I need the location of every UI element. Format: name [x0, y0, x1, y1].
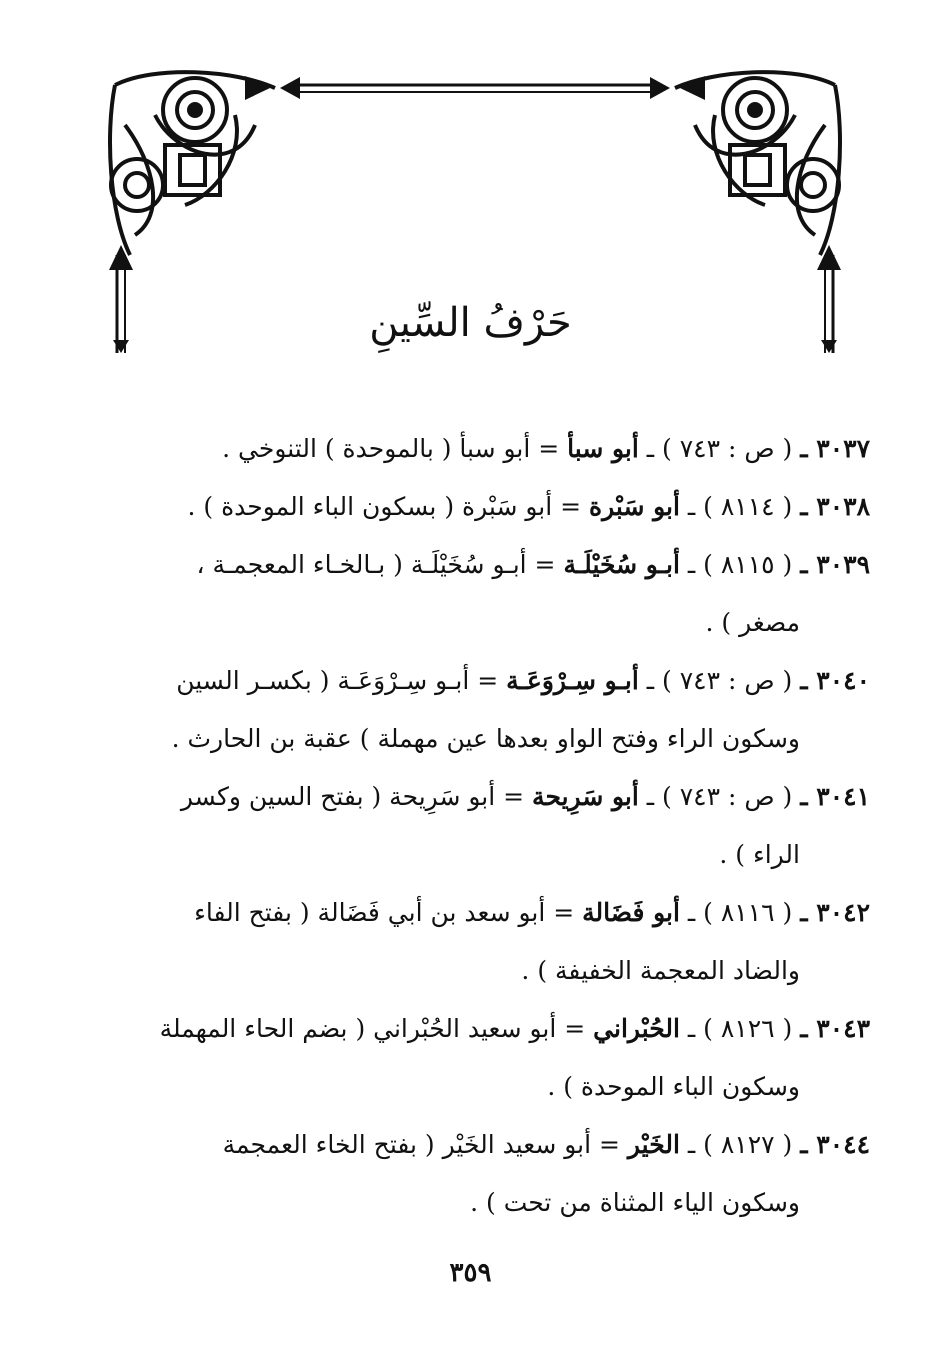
entry-heading: أبو سَرِيحة	[532, 782, 639, 811]
entry-number: ٣٠٣٧ ـ	[800, 434, 870, 463]
entry-3037	[120, 420, 870, 478]
entry-text: = أبو سَرِيحة ( بفتح السين وكسر	[180, 782, 525, 811]
entry-continuation: والضاد المعجمة الخفيفة ) .	[521, 956, 800, 985]
entry-heading: الحُبْراني	[593, 1014, 680, 1043]
entry-3041	[120, 768, 870, 884]
entry-text: = أبـو سُخَيْلَـة ( بـالخـاء المعجمـة ،	[196, 550, 556, 579]
entry-3044	[120, 1116, 870, 1232]
entry-text: = أبو سَبْرة ( بسكون الباء الموحدة ) .	[187, 492, 582, 521]
entry-heading: أبـو سُخَيْلَـة	[563, 550, 680, 579]
entry-heading: أبو سَبْرة	[589, 492, 680, 521]
entry-continuation: وسكون الياء المثناة من تحت ) .	[470, 1188, 800, 1217]
entry-reference: ( ٨١١٦ ) ـ	[687, 898, 793, 927]
entry-3040	[120, 652, 870, 768]
entry-number: ٣٠٣٩ ـ	[800, 550, 870, 579]
entry-reference: ( ص : ٧٤٣ ) ـ	[646, 782, 793, 811]
entry-number: ٣٠٤١ ـ	[800, 782, 870, 811]
entry-reference: ( ص : ٧٤٣ ) ـ	[646, 666, 793, 695]
entry-heading: أبـو سِـرْوَعَـة	[506, 666, 639, 695]
entry-3038	[120, 478, 870, 536]
entry-number: ٣٠٤٠ ـ	[800, 666, 870, 695]
entry-3039	[120, 536, 870, 652]
page-number: ٣٥٩	[449, 1258, 492, 1288]
entry-heading: الخَيْر	[627, 1130, 680, 1159]
entry-reference: ( ٨١١٥ ) ـ	[687, 550, 793, 579]
entry-continuation: مصغر ) .	[705, 608, 800, 637]
entry-continuation: وسكون الباء الموحدة ) .	[547, 1072, 800, 1101]
entry-heading: أبو سبأ	[567, 434, 639, 463]
entry-text: = أبو سعيد الحُبْراني ( بضم الحاء المهملة	[159, 1014, 586, 1043]
entry-number: ٣٠٤٣ ـ	[800, 1014, 870, 1043]
entry-reference: ( ٨١٢٦ ) ـ	[687, 1014, 793, 1043]
entry-number: ٣٠٤٤ ـ	[800, 1130, 870, 1159]
entry-text: = أبو سعيد الخَيْر ( بفتح الخاء العمجمة	[222, 1130, 620, 1159]
entry-number: ٣٠٣٨ ـ	[800, 492, 870, 521]
entry-text: = أبو سبأ ( بالموحدة ) التنوخي .	[222, 434, 560, 463]
entry-text: = أبو سعد بن أبي فَضَالة ( بفتح الفاء	[194, 898, 575, 927]
entry-reference: ( ص : ٧٤٣ ) ـ	[646, 434, 793, 463]
entry-reference: ( ٨١١٤ ) ـ	[687, 492, 793, 521]
entry-heading: أبو فَضَالة	[582, 898, 680, 927]
entry-3043	[120, 1000, 870, 1116]
entry-number: ٣٠٤٢ ـ	[800, 898, 870, 927]
entries-list	[120, 420, 870, 1232]
chapter-title: حَرْفُ السِّينِ	[369, 300, 572, 346]
entry-text: = أبـو سِـرْوَعَـة ( بكسـر السين	[176, 666, 499, 695]
entry-continuation: وسكون الراء وفتح الواو بعدها عين مهملة ) عقبة بن الحارث .	[171, 724, 800, 753]
entry-reference: ( ٨١٢٧ ) ـ	[687, 1130, 793, 1159]
entry-continuation: الراء ) .	[719, 840, 800, 869]
entry-3042	[120, 884, 870, 1000]
